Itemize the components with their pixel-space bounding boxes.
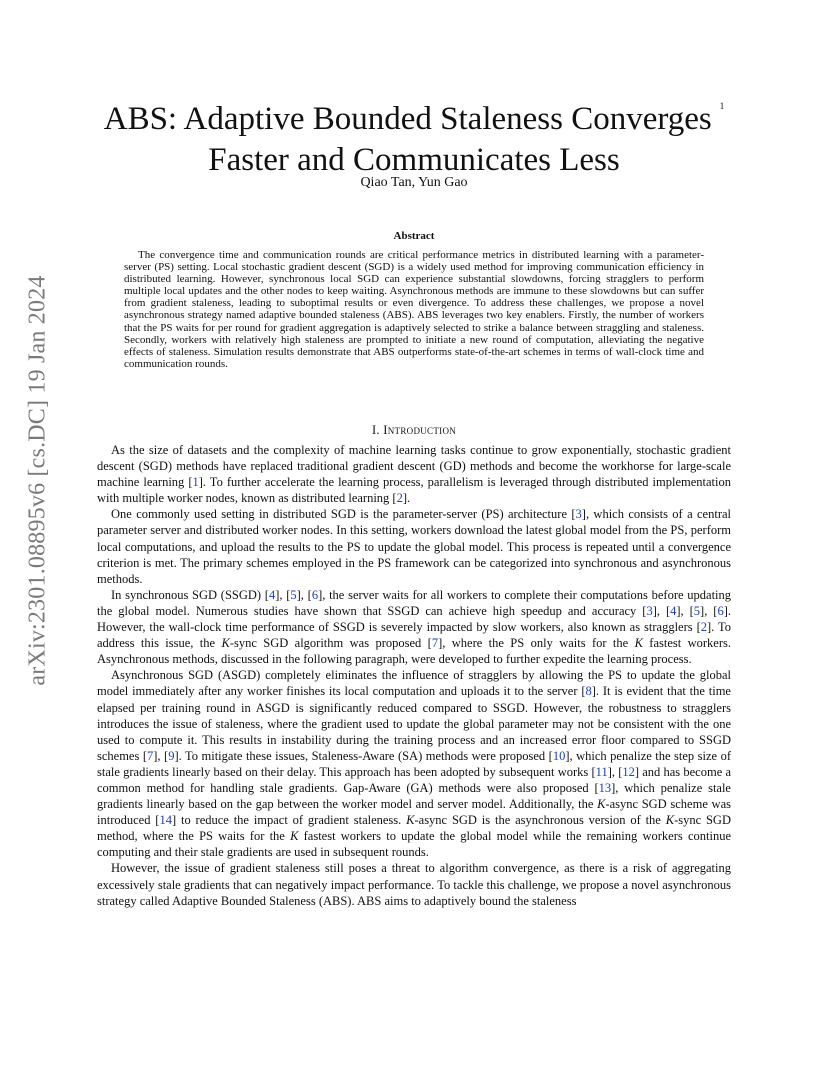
- section-numeral: I.: [371, 423, 380, 437]
- text-run: -sync SGD method, where the PS waits for the: [97, 813, 731, 844]
- text-run: ], [: [652, 603, 671, 618]
- text-run: ], [: [296, 587, 312, 602]
- author-list: Qiao Tan, Yun Gao: [360, 175, 468, 190]
- title-line-1: [90, 86, 738, 140]
- arxiv-identifier: arXiv:2301.08895v6 [cs.DC] 19 Jan 2024: [24, 274, 51, 686]
- math-variable: K: [290, 829, 299, 844]
- text-run: ] and has become a common method for handling stale gradients. Gap-Aware (GA) methods were also proposed [: [97, 764, 731, 795]
- citation-link[interactable]: 4: [670, 603, 677, 618]
- text-run: ]. It is evident that the time elapsed per training round in ASGD is significantly reduced compared to SSGD. However, the robustness to stragglers introduces the issue of staleness, where the gradient used to update the global parameter may not be consistent with the one used to compute it. This results in instability during the training process and an increased error floor compared to SSGD schemes [: [97, 684, 731, 763]
- citation-link[interactable]: 2: [396, 491, 403, 506]
- text-run: However, the issue of gradient staleness still poses a threat to algorithm convergence, as there is a risk of aggregating excessively stale gradients that can negatively impact performance. To tackle this challenge, we propose a novel asynchronous strategy called Adaptive Bounded Staleness (ABS). ABS aims to adaptively bound the staleness: [97, 861, 731, 908]
- body-paragraph: [97, 442, 731, 506]
- citation-link[interactable]: 3: [646, 603, 653, 618]
- citation-link[interactable]: 3: [575, 507, 582, 522]
- text-run: ] to reduce the impact of gradient staleness.: [171, 813, 407, 828]
- citation-link[interactable]: 8: [585, 684, 592, 699]
- introduction-body: [97, 442, 731, 909]
- text-run: ]. To address this issue, the: [97, 620, 731, 651]
- citation-link[interactable]: 14: [159, 813, 172, 828]
- text-run: ], where the PS only waits for the: [438, 636, 635, 651]
- citation-link[interactable]: 2: [700, 620, 707, 635]
- text-run: ], [: [275, 587, 291, 602]
- citation-link[interactable]: 9: [168, 748, 175, 763]
- text-run: As the size of datasets and the complexity of machine learning tasks continue to grow exponentially, stochastic gradient descent (SGD) methods have replaced traditional gradient descent (GD) methods and become the workhorse for large-scale machine learning [: [97, 443, 731, 490]
- text-run: fastest workers to update the global model while the remaining workers continue computing and their stale gradients are used in subsequent rounds.: [97, 829, 731, 860]
- text-run: ], [: [676, 603, 694, 618]
- text-run: In synchronous SGD (SSGD) [: [111, 587, 269, 602]
- text-run: ], which consists of a central parameter server and distributed worker nodes. In this setting, workers download the latest global model from the PS, perform local computations, and upload the results to the PS to update the global model. This process is repeated until a convergence criterion is met. The primary schemes employed in the PS framework can be categorized into synchronous and asynchronous methods.: [97, 507, 731, 586]
- text-run: ]. To mitigate these issues, Staleness-Aware (SA) methods were proposed [: [174, 748, 553, 763]
- abstract-text: The convergence time and communication rounds are critical performance metrics in distributed learning with a parameter-server (PS) setting. Local stochastic gradient descent (SGD) is a widely used method for improving communication efficiency in distributed learning. However, synchronous local SGD can experience substantial slowdowns, forcing stragglers to perform multiple local updates and the other nodes to keep waiting. Asynchronous methods are immune to these slowdowns but can suffer from gradient staleness, leading to suboptimal results or even divergence. To address these challenges, we propose a novel asynchronous strategy named adaptive bounded staleness (ABS). ABS leverages two key enablers. Firstly, the number of workers that the PS waits for per round for gradient aggregation is adaptively selected to strike a balance between straggling and staleness. Secondly, workers with relatively high staleness are prompted to initiate a new round of computation, alleviating the negative effects of staleness. Simulation results demonstrate that ABS outperforms state-of-the-art schemes in terms of wall-clock time and communication rounds.: [124, 249, 704, 370]
- text-run: ], the server waits for all workers to complete their computations before updating the global model. Numerous studies have shown that SSGD can achieve high speedup and accuracy [: [97, 587, 732, 618]
- abstract-heading: Abstract: [393, 230, 435, 242]
- math-variable: K: [634, 636, 643, 651]
- body-paragraph: [97, 587, 731, 667]
- title-line-2: Faster and Communicates Less: [208, 142, 620, 178]
- citation-link[interactable]: 7: [147, 748, 154, 763]
- section-title: Introduction: [383, 423, 457, 437]
- citation-link[interactable]: 6: [717, 603, 724, 618]
- citation-link[interactable]: 12: [622, 764, 635, 779]
- text-run: ].: [402, 491, 411, 506]
- citation-link[interactable]: 11: [595, 764, 608, 779]
- body-paragraph: [97, 667, 731, 860]
- title-footnote-mark: 1: [719, 101, 725, 111]
- text-run: -sync SGD algorithm was proposed [: [229, 636, 432, 651]
- body-paragraph: [97, 860, 731, 908]
- text-run: ], [: [700, 603, 718, 618]
- text-run: ], [: [607, 764, 623, 779]
- citation-link[interactable]: 5: [290, 587, 297, 602]
- citation-link[interactable]: 5: [693, 603, 701, 618]
- text-run: -async SGD scheme was introduced [: [97, 797, 731, 828]
- text-run: -async SGD is the asynchronous version of the: [414, 813, 666, 828]
- citation-link[interactable]: 7: [431, 636, 439, 651]
- citation-link[interactable]: 1: [192, 475, 199, 490]
- math-variable: K: [597, 797, 606, 812]
- math-variable: K: [406, 813, 415, 828]
- text-run: fastest workers. Asynchronous methods, discussed in the following paragraph, were developed to further expedite the learning process.: [97, 636, 732, 667]
- section-heading: [97, 423, 731, 438]
- text-run: ]. To further accelerate the learning process, parallelism is leveraged through distributed implementation with multiple worker nodes, known as distributed learning [: [97, 475, 731, 506]
- text-run: ], which penalize the step size of stale gradients linearly based on their delay. This approach has been adopted by subsequent works [: [97, 748, 732, 779]
- citation-link[interactable]: 6: [311, 587, 319, 602]
- arxiv-identifier-margin: [15, 274, 61, 686]
- paper-title: [90, 86, 738, 181]
- text-run: Asynchronous SGD (ASGD) completely eliminates the influence of stragglers by allowing the PS to update the global model immediately after any worker finishes its local computation and uploads it to the server [: [97, 668, 731, 699]
- text-run: ]. However, the wall-clock time performance of SSGD is severely impacted by slow workers, also known as stragglers [: [97, 603, 731, 635]
- math-variable: K: [221, 636, 230, 651]
- body-paragraph: [97, 506, 731, 586]
- math-variable: K: [665, 813, 675, 828]
- citation-link[interactable]: 13: [598, 780, 612, 795]
- citation-link[interactable]: 4: [268, 587, 276, 602]
- citation-link[interactable]: 10: [552, 748, 566, 763]
- text-run: One commonly used setting in distributed SGD is the parameter-server (PS) architecture [: [111, 507, 576, 522]
- text-run: ], [: [153, 748, 169, 763]
- title-line-1-text: ABS: Adaptive Bounded Staleness Converges: [103, 101, 712, 137]
- text-run: ], which penalize stale gradients linearly based on the gap between the worker model and server model. Additionally, the: [97, 780, 731, 812]
